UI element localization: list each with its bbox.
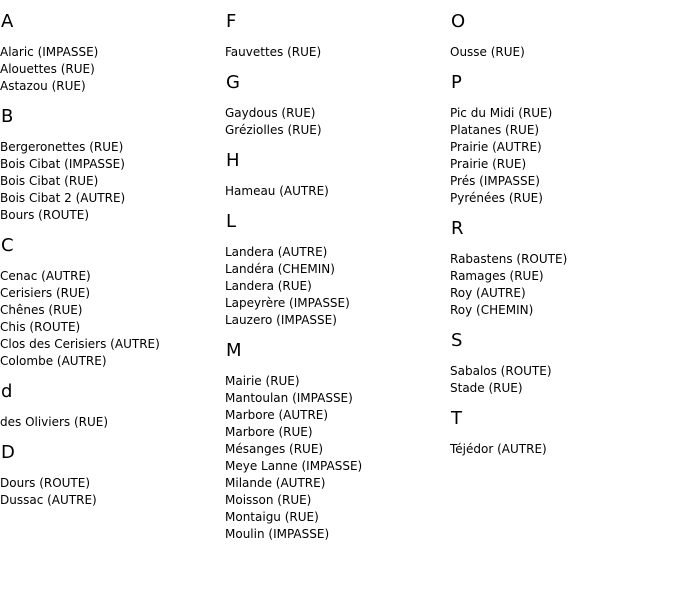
street-link[interactable]: Marbore (RUE) — [225, 425, 313, 439]
street-link[interactable]: Landera (RUE) — [225, 279, 312, 293]
street-link[interactable]: Gaydous (RUE) — [225, 106, 316, 120]
letter-group — [225, 12, 450, 61]
letter-group — [225, 212, 450, 329]
street-link[interactable]: Bergeronettes (RUE) — [0, 140, 124, 154]
street-link[interactable]: Mairie (RUE) — [225, 374, 300, 388]
street-link[interactable]: Moulin (IMPASSE) — [225, 527, 330, 541]
street-list — [225, 183, 450, 200]
letter-group — [0, 443, 225, 509]
street-link[interactable]: Rabastens (ROUTE) — [450, 252, 568, 266]
letter-group — [450, 73, 675, 207]
street-link[interactable]: Prairie (AUTRE) — [450, 140, 542, 154]
street-list — [450, 441, 675, 458]
street-column-2 — [225, 12, 450, 555]
street-link[interactable]: des Oliviers (RUE) — [0, 415, 109, 429]
street-list — [0, 44, 225, 95]
letter-heading: A — [1, 11, 14, 32]
street-list — [225, 244, 450, 329]
street-link[interactable]: Cenac (AUTRE) — [0, 269, 91, 283]
street-link[interactable]: Hameau (AUTRE) — [225, 184, 329, 198]
street-link[interactable]: Mésanges (RUE) — [225, 442, 324, 456]
letter-group — [225, 341, 450, 543]
street-link[interactable]: Ramages (RUE) — [450, 269, 544, 283]
street-link[interactable]: Fauvettes (RUE) — [225, 45, 322, 59]
street-link[interactable]: Clos des Cerisiers (AUTRE) — [0, 337, 160, 351]
street-link[interactable]: Milande (AUTRE) — [225, 476, 326, 490]
letter-heading: H — [226, 150, 240, 171]
street-link[interactable]: Stade (RUE) — [450, 381, 523, 395]
street-list — [450, 363, 675, 397]
street-list — [450, 105, 675, 207]
street-list — [225, 373, 450, 543]
letter-heading: S — [451, 330, 463, 351]
street-link[interactable]: Prairie (RUE) — [450, 157, 527, 171]
street-link[interactable]: Ousse (RUE) — [450, 45, 525, 59]
letter-group — [225, 151, 450, 200]
letter-heading: d — [1, 381, 13, 402]
street-link[interactable]: Bois Cibat 2 (AUTRE) — [0, 191, 126, 205]
street-link[interactable]: Montaigu (RUE) — [225, 510, 319, 524]
street-list — [0, 139, 225, 224]
letter-heading: L — [226, 211, 237, 232]
street-link[interactable]: Roy (AUTRE) — [450, 286, 526, 300]
street-list — [0, 268, 225, 370]
street-column-1 — [0, 12, 225, 521]
letter-heading: G — [226, 72, 240, 93]
letter-heading: F — [226, 11, 237, 32]
street-link[interactable]: Chênes (RUE) — [0, 303, 83, 317]
street-link[interactable]: Lapeyrère (IMPASSE) — [225, 296, 350, 310]
letter-group — [0, 382, 225, 431]
street-link[interactable]: Prés (IMPASSE) — [450, 174, 540, 188]
letter-group — [450, 219, 675, 319]
street-link[interactable]: Dours (ROUTE) — [0, 476, 91, 490]
street-link[interactable]: Pic du Midi (RUE) — [450, 106, 553, 120]
letter-heading: C — [1, 235, 14, 256]
street-link[interactable]: Landera (AUTRE) — [225, 245, 328, 259]
letter-heading: D — [1, 442, 15, 463]
street-link[interactable]: Pyrénées (RUE) — [450, 191, 543, 205]
street-list — [0, 475, 225, 509]
street-list — [450, 44, 675, 61]
street-link[interactable]: Alaric (IMPASSE) — [0, 45, 99, 59]
street-link[interactable]: Dussac (AUTRE) — [0, 493, 97, 507]
letter-heading: T — [451, 408, 462, 429]
letter-heading: R — [451, 218, 464, 239]
street-link[interactable]: Landéra (CHEMIN) — [225, 262, 335, 276]
street-list — [450, 251, 675, 319]
street-link[interactable]: Astazou (RUE) — [0, 79, 86, 93]
street-link[interactable]: Alouettes (RUE) — [0, 62, 95, 76]
letter-heading: M — [226, 340, 242, 361]
letter-heading: P — [451, 72, 462, 93]
street-link[interactable]: Chis (ROUTE) — [0, 320, 81, 334]
letter-group — [450, 12, 675, 61]
letter-heading: O — [451, 11, 466, 32]
letter-group — [450, 331, 675, 397]
street-link[interactable]: Platanes (RUE) — [450, 123, 540, 137]
street-link[interactable]: Gréziolles (RUE) — [225, 123, 322, 137]
street-link[interactable]: Cerisiers (RUE) — [0, 286, 91, 300]
street-list — [0, 414, 225, 431]
street-list — [225, 44, 450, 61]
street-link[interactable]: Lauzero (IMPASSE) — [225, 313, 337, 327]
letter-group — [0, 12, 225, 95]
street-column-3 — [450, 12, 675, 470]
letter-group — [225, 73, 450, 139]
street-link[interactable]: Meye Lanne (IMPASSE) — [225, 459, 363, 473]
street-link[interactable]: Bours (ROUTE) — [0, 208, 90, 222]
letter-heading: B — [1, 106, 14, 127]
letter-group — [450, 409, 675, 458]
street-link[interactable]: Roy (CHEMIN) — [450, 303, 534, 317]
street-link[interactable]: Sabalos (ROUTE) — [450, 364, 552, 378]
street-link[interactable]: Bois Cibat (IMPASSE) — [0, 157, 125, 171]
street-link[interactable]: Moisson (RUE) — [225, 493, 312, 507]
street-link[interactable]: Colombe (AUTRE) — [0, 354, 107, 368]
street-link[interactable]: Bois Cibat (RUE) — [0, 174, 99, 188]
letter-group — [0, 236, 225, 370]
letter-group — [0, 107, 225, 224]
street-link[interactable]: Téjédor (AUTRE) — [450, 442, 547, 456]
street-link[interactable]: Mantoulan (IMPASSE) — [225, 391, 353, 405]
street-list — [225, 105, 450, 139]
street-link[interactable]: Marbore (AUTRE) — [225, 408, 329, 422]
